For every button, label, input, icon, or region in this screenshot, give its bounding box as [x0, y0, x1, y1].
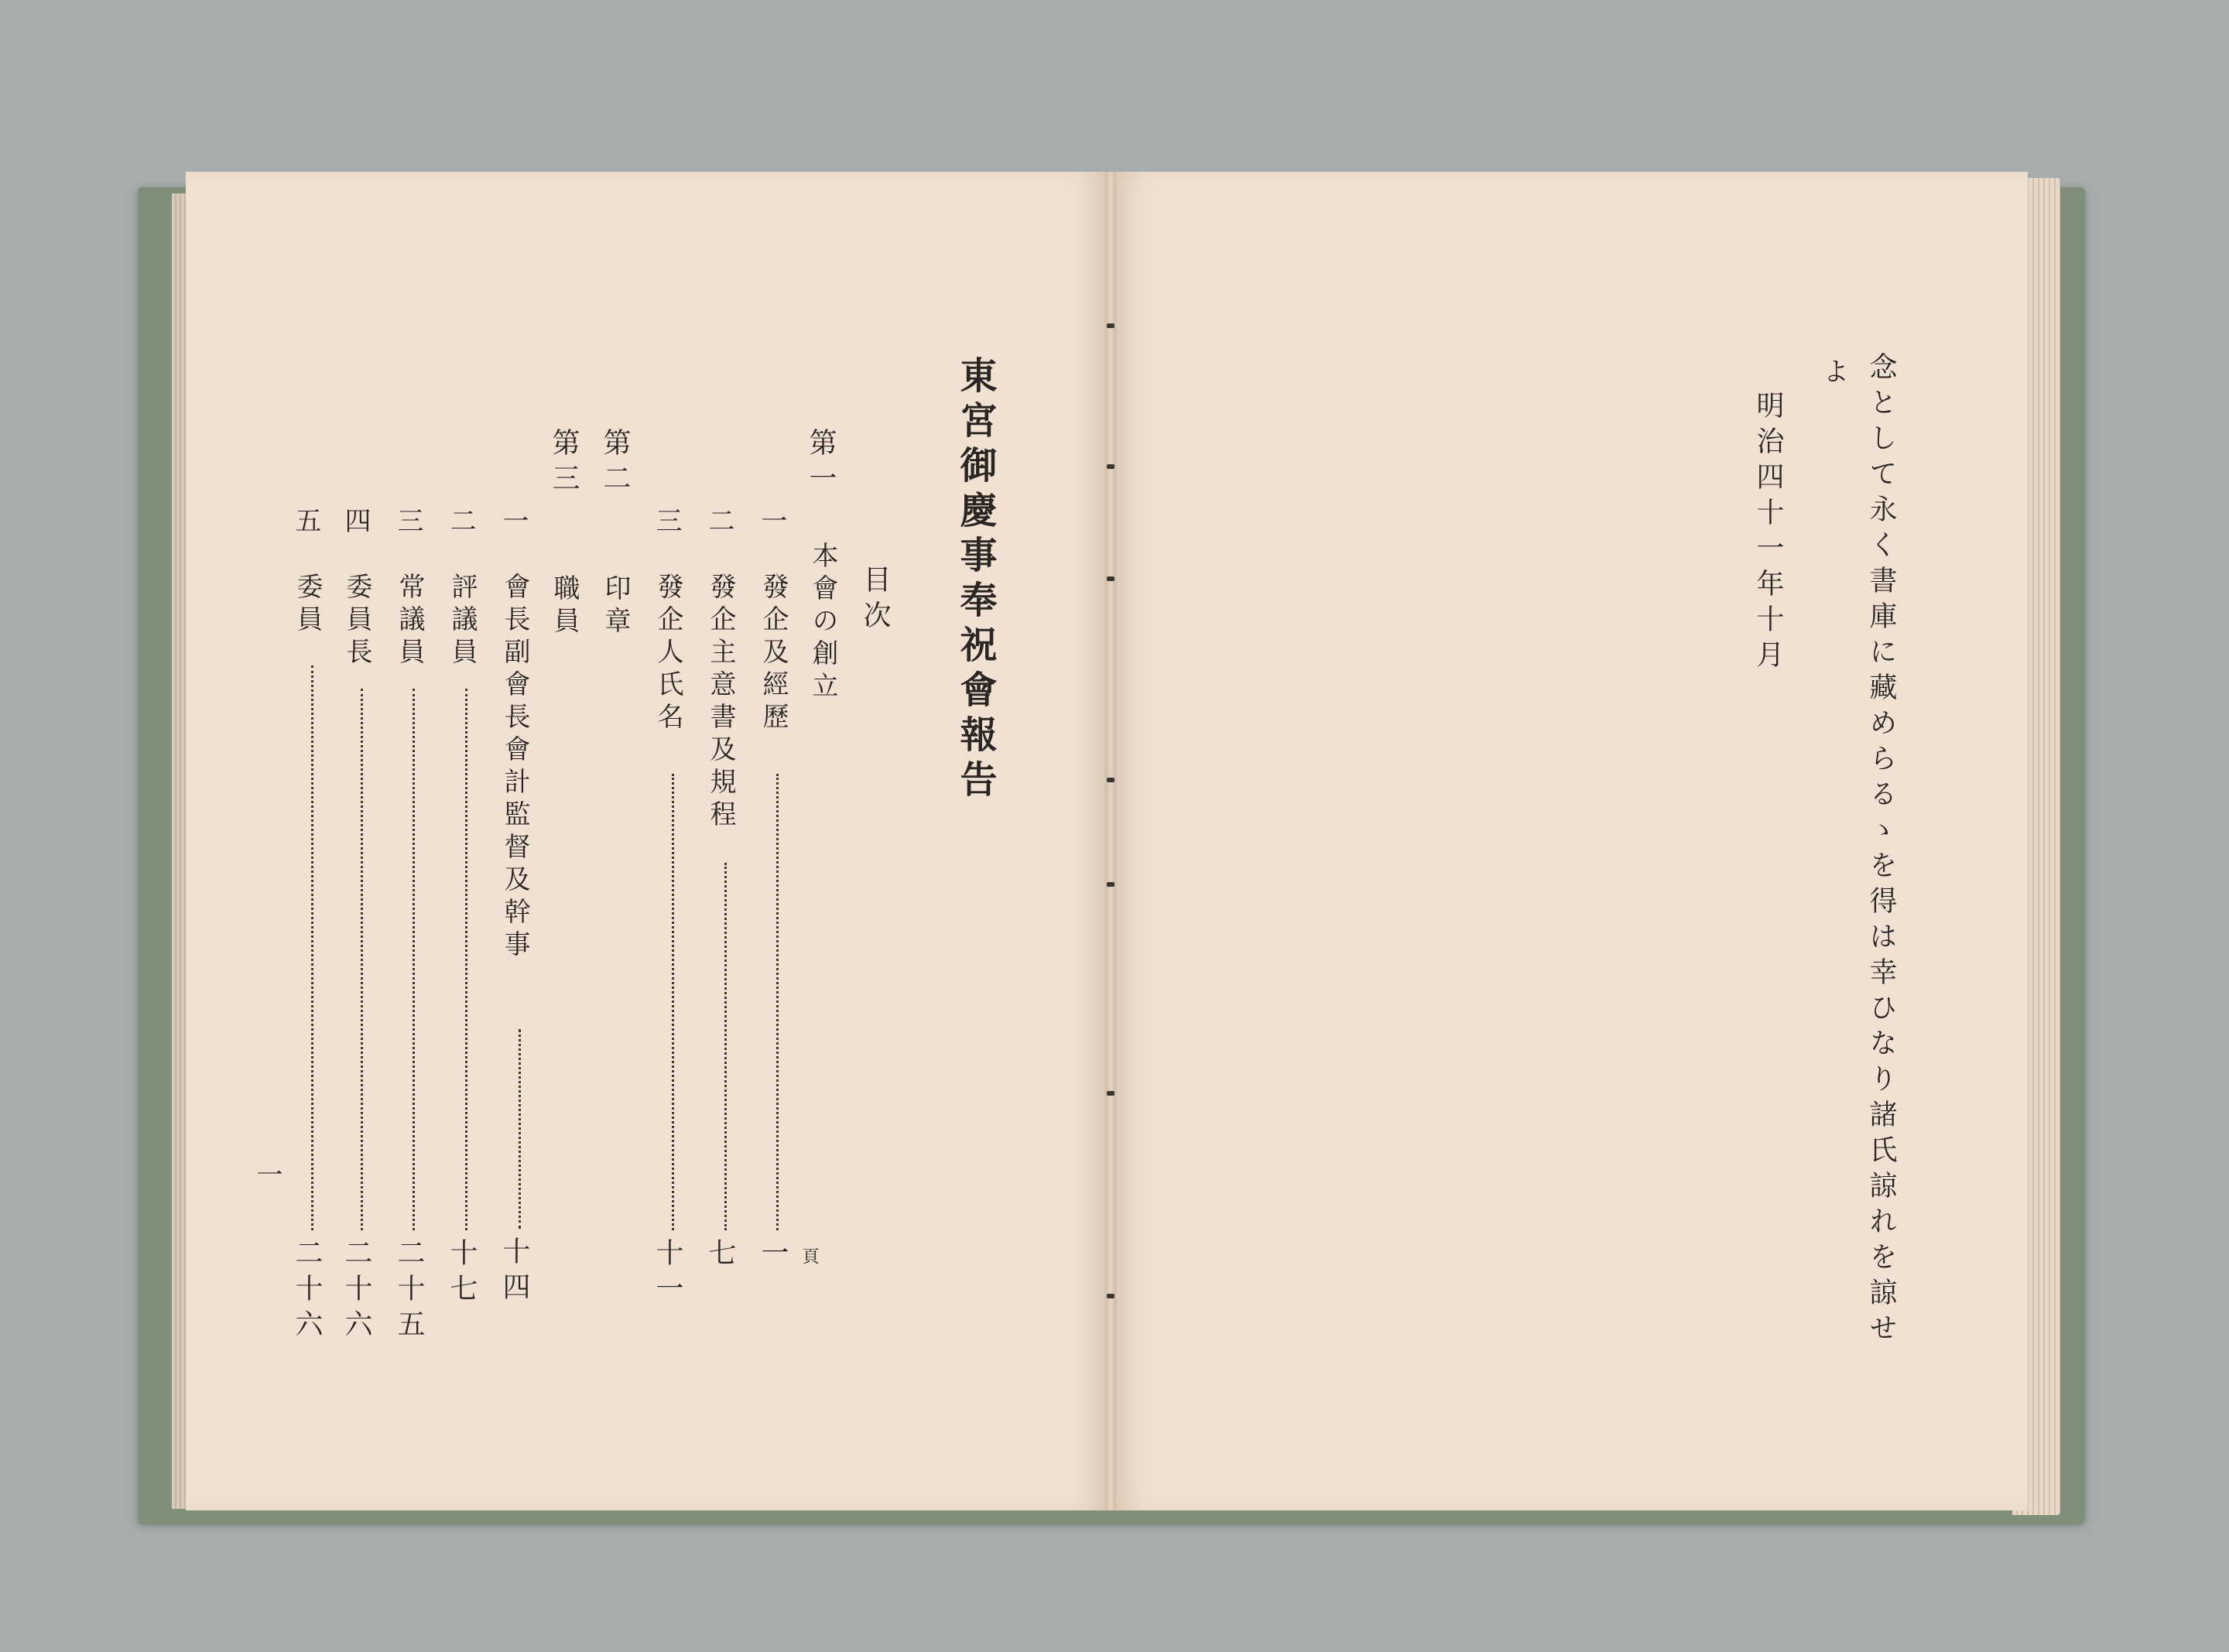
- entry-text: 委員: [292, 573, 323, 638]
- entry-text: 委員長: [341, 573, 372, 670]
- book-gutter: [1105, 172, 1116, 1510]
- binding-stitch: [1107, 778, 1114, 782]
- section-title: 職員: [549, 574, 580, 639]
- binding-stitch: [1107, 882, 1114, 887]
- entry-text: 發企人氏名: [652, 573, 683, 735]
- entry-number: 一: [756, 507, 787, 539]
- entry-number: 三: [392, 507, 423, 539]
- entry-page: 十七: [446, 1238, 478, 1309]
- binding-stitch: [1107, 1091, 1114, 1096]
- section-label: 第一: [805, 428, 837, 499]
- binding-stitch: [1107, 323, 1114, 328]
- binding-stitch: [1107, 1294, 1114, 1298]
- entry-page: 二十六: [341, 1238, 372, 1345]
- entry-page: 十一: [652, 1238, 683, 1309]
- leader-dots: [776, 774, 779, 1230]
- leader-dots: [519, 1029, 521, 1229]
- preface-date: 明治四十一年十月: [1752, 391, 1784, 676]
- page-unit-label: 頁: [799, 1247, 819, 1264]
- entry-page: 二十五: [393, 1238, 425, 1345]
- leader-dots: [672, 774, 674, 1230]
- entry-text: 發企及經歷: [758, 573, 789, 735]
- entry-text: 評議員: [447, 573, 478, 670]
- leader-dots: [465, 689, 467, 1230]
- entry-number: 二: [445, 507, 476, 539]
- entry-number: 五: [290, 507, 321, 539]
- entry-number: 四: [340, 507, 371, 539]
- leader-dots: [361, 689, 363, 1230]
- binding-stitch: [1107, 576, 1114, 581]
- entry-page: 十四: [498, 1236, 530, 1308]
- entry-text: 發企主意書及規程: [705, 573, 736, 833]
- entry-text: 常議員: [394, 573, 425, 670]
- entry-page: 一: [757, 1238, 789, 1274]
- section-title: 印章: [600, 574, 631, 639]
- entry-number: 三: [651, 507, 682, 539]
- section-title: 本會の創立: [807, 542, 838, 704]
- leader-dots: [724, 863, 727, 1230]
- book-title: 東宮御慶事奉祝會報告: [954, 356, 997, 805]
- toc-heading: 目次: [859, 565, 891, 636]
- page-folio: 一: [252, 1161, 282, 1193]
- preface-line-2: よ: [1818, 357, 1849, 390]
- entry-page: 七: [704, 1238, 736, 1274]
- section-label: 第三: [548, 428, 580, 499]
- leader-dots: [311, 665, 313, 1230]
- preface-line-1: 念として永く書庫に藏めらるゝを得は幸ひなり諸氏諒れを諒せ: [1865, 352, 1897, 1349]
- section-label: 第二: [599, 428, 631, 499]
- entry-number: 一: [498, 507, 529, 539]
- entry-text: 會長副會長會計監督及幹事: [499, 573, 530, 963]
- entry-number: 二: [704, 507, 734, 539]
- entry-page: 二十六: [291, 1238, 323, 1345]
- leader-dots: [413, 689, 415, 1230]
- binding-stitch: [1107, 464, 1114, 469]
